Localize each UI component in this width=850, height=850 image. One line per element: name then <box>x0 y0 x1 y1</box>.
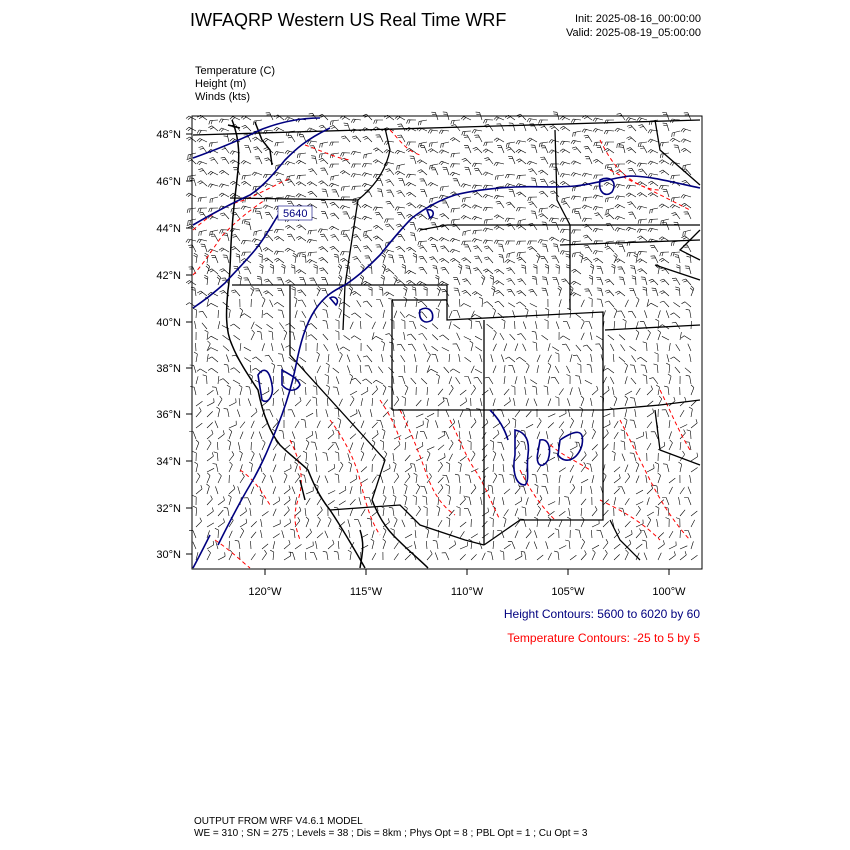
lat-label-48: 48°N <box>156 129 181 141</box>
wind-barb-field <box>186 112 698 560</box>
lat-label-34: 34°N <box>156 456 181 468</box>
valid-time: Valid: 2025-08-19_05:00:00 <box>566 27 701 39</box>
coastline <box>227 120 428 568</box>
lon-ticks <box>265 569 669 575</box>
lon-label-105: 105°W <box>551 586 585 598</box>
map-title: IWFAQRP Western US Real Time WRF <box>190 10 507 30</box>
lat-label-46: 46°N <box>156 176 181 188</box>
variable-height: Height (m) <box>195 78 247 90</box>
lat-label-42: 42°N <box>156 270 181 282</box>
model-info: OUTPUT FROM WRF V4.6.1 MODEL <box>194 816 363 827</box>
lon-label-110: 110°W <box>450 586 484 598</box>
temperature-contours-legend: Temperature Contours: -25 to 5 by 5 <box>507 631 700 645</box>
contour-label <box>278 206 312 220</box>
lon-label-120: 120°W <box>248 586 282 598</box>
init-time: Init: 2025-08-16_00:00:00 <box>575 13 701 25</box>
variable-temperature: Temperature (C) <box>195 65 276 77</box>
lat-label-40: 40°N <box>156 317 181 329</box>
temperature-contours <box>193 130 690 568</box>
lat-ticks <box>186 134 192 554</box>
lat-label-32: 32°N <box>156 503 181 515</box>
svg-text:5640: 5640 <box>283 208 308 220</box>
variable-winds: Winds (kts) <box>195 91 250 103</box>
lon-label-100: 100°W <box>652 586 686 598</box>
lat-label-38: 38°N <box>156 363 181 375</box>
height-contours-legend: Height Contours: 5600 to 6020 by 60 <box>503 607 700 621</box>
lat-label-36: 36°N <box>156 409 181 421</box>
lon-labels <box>248 586 686 598</box>
lat-label-30: 30°N <box>156 549 181 561</box>
model-config: WE = 310 ; SN = 275 ; Levels = 38 ; Dis = 8km ; Phys Opt = 8 ; PBL Opt = 1 ; Cu Opt = 3 <box>194 828 588 839</box>
lat-labels <box>156 129 181 561</box>
lon-label-115: 115°W <box>349 586 383 598</box>
wind-barbs <box>186 112 698 560</box>
lat-label-44: 44°N <box>156 223 181 235</box>
